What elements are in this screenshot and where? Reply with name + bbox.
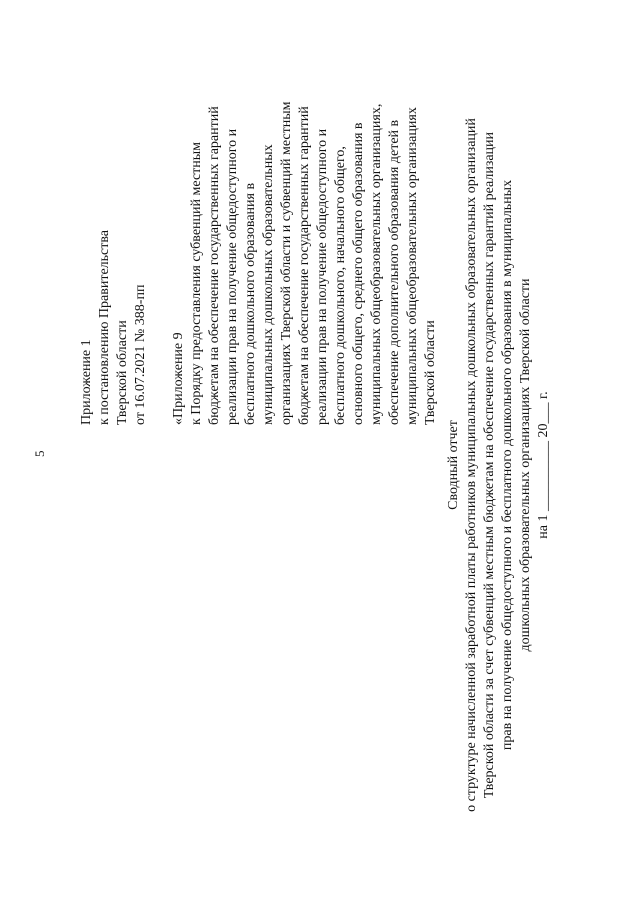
- appendix-line: Приложение 1: [79, 339, 94, 425]
- order-line: муниципальных общеобразовательных организациях,: [369, 103, 384, 425]
- order-line: бюджетам на обеспечение государственных гарантий: [207, 106, 222, 425]
- report-subtitle-line: прав на получение общедоступного и бесплатного дошкольного образования в муниципальных: [500, 179, 515, 751]
- page-number: 5: [32, 450, 47, 457]
- appendix-line: Тверской области: [115, 320, 130, 425]
- report-subtitle-line: Тверской области за счет субвенций местным бюджетам на обеспечение государственных гарантий реализации: [482, 131, 497, 799]
- order-line: основного общего, среднего общего образования в: [351, 122, 366, 425]
- appendix-block: [78, 230, 150, 425]
- order-line: муниципальных общеобразовательных организациях: [405, 107, 420, 425]
- order-line: бюджетам на обеспечение государственных гарантий: [297, 106, 312, 425]
- appendix-line: к постановлению Правительства: [97, 229, 112, 425]
- order-line: Тверской области: [423, 320, 438, 425]
- order-appendix-block: [170, 102, 440, 425]
- report-subtitle-line: о структуре начисленной заработной платы работников муниципальных дошкольных образовательных организаций: [464, 118, 479, 812]
- order-line: реализации прав на получение общедоступного и: [225, 128, 240, 425]
- order-line: муниципальных дошкольных образовательных: [261, 144, 276, 425]
- appendix-line: от 16.07.2021 № 388-пп: [133, 284, 148, 425]
- order-line: к Порядку предоставления субвенций местным: [189, 141, 204, 425]
- order-line: бесплатного дошкольного образования в: [243, 182, 258, 425]
- report-date-line: на 1 __________ 20___ г.: [536, 391, 551, 539]
- order-line: обеспечение дополнительного образования детей в: [387, 119, 402, 425]
- order-line: организациях Тверской области и субвенций местным: [279, 101, 294, 425]
- report-title-block: [445, 115, 553, 815]
- order-line: реализации прав на получение общедоступного и: [315, 128, 330, 425]
- report-title: Сводный отчет: [446, 420, 461, 510]
- order-line: «Приложение 9: [171, 332, 186, 425]
- report-subtitle-line: дошкольных образовательных организациях Тверской области: [518, 278, 533, 652]
- order-line: бесплатного дошкольного, начального общего,: [333, 146, 348, 425]
